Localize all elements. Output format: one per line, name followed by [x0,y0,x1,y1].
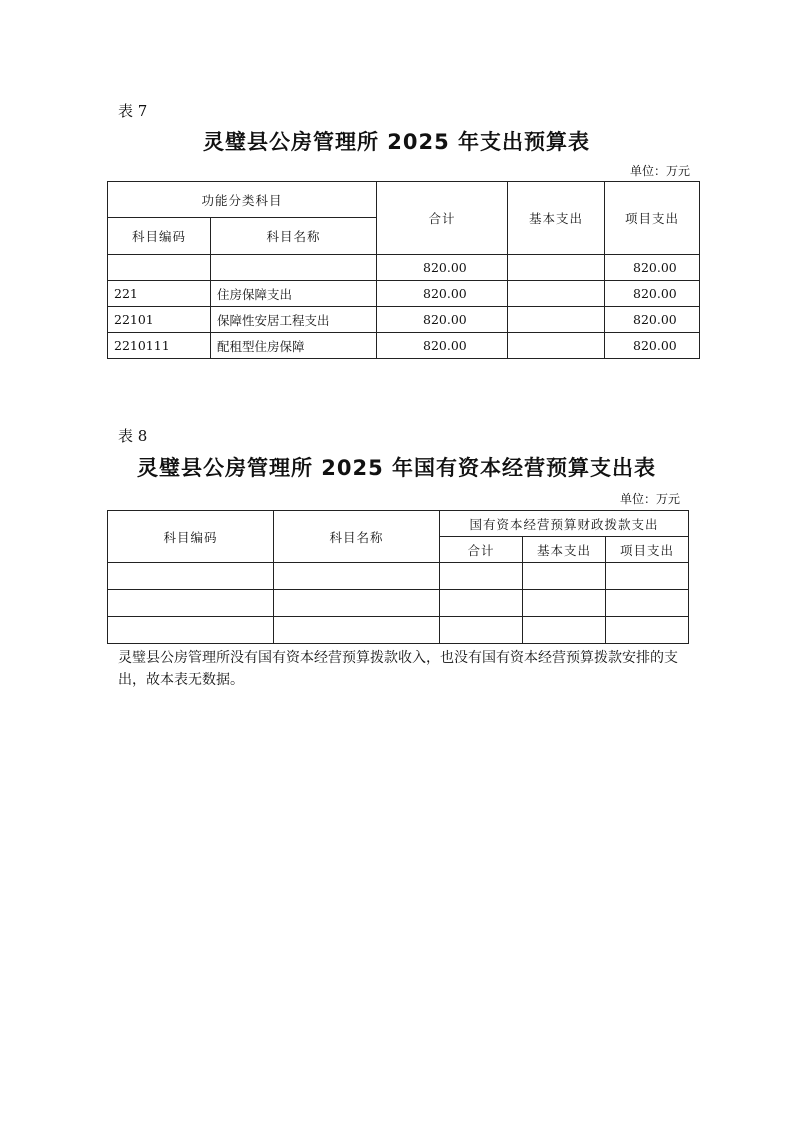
table7-header-name: 科目名称 [211,218,377,255]
table-row [108,333,700,359]
table7-title: 灵璧县公房管理所 2025 年支出预算表 [202,130,591,154]
table8-note: 灵璧县公房管理所没有国有资本经营预算拨款收入，也没有国有资本经营预算拨款安排的支出，故本表无数据。 [118,650,678,688]
table8-cell-code [108,617,274,644]
table7-cell-name: 配租型住房保障 [211,333,377,359]
table8-header-basic: 基本支出 [523,537,606,563]
table7-cell-name: 保障性安居工程支出 [211,307,377,333]
table8-label: 表 8 [118,427,148,445]
table8-cell-code [108,590,274,617]
table8-cell-name [274,563,440,590]
table8-unit: 单位：万元 [619,492,680,506]
table8-header-total: 合计 [440,537,523,563]
table7-header-total: 合计 [377,182,508,255]
table7-label: 表 7 [118,102,148,120]
table8-cell-project [606,590,689,617]
table8-cell-project [606,617,689,644]
table7-header-group: 功能分类科目 [108,182,377,218]
table7-cell-code: 221 [108,281,211,307]
table7-cell-total: 820.00 [377,255,508,281]
table7-cell-code [108,255,211,281]
table8-cell-total [440,563,523,590]
table8-header-name: 科目名称 [274,511,440,563]
table8-cell-code [108,563,274,590]
table8-title: 灵璧县公房管理所 2025 年国有资本经营预算支出表 [136,456,657,480]
table-row [108,563,689,590]
table8-header-group: 国有资本经营预算财政拨款支出 [440,511,689,537]
table8-cell-basic [523,563,606,590]
table7-cell-total: 820.00 [377,333,508,359]
table7-cell-project: 820.00 [605,333,700,359]
table8-cell-total [440,590,523,617]
table-row [108,617,689,644]
table7-cell-project: 820.00 [605,255,700,281]
table7-cell-name: 住房保障支出 [211,281,377,307]
table-row [108,590,689,617]
table-row [108,307,700,333]
table7-header-basic: 基本支出 [508,182,605,255]
table7-cell-total: 820.00 [377,281,508,307]
table7-cell-basic [508,281,605,307]
table7-cell-name [211,255,377,281]
table-row [108,281,700,307]
table8-header-project: 项目支出 [606,537,689,563]
table8-header-code: 科目编码 [108,511,274,563]
table7-header-code: 科目编码 [108,218,211,255]
table7-cell-basic [508,333,605,359]
table8-cell-total [440,617,523,644]
table7-cell-code: 22101 [108,307,211,333]
table8-cell-project [606,563,689,590]
table7-cell-basic [508,255,605,281]
table8 [107,510,689,644]
table8-cell-basic [523,617,606,644]
table7-cell-code: 2210111 [108,333,211,359]
table8-cell-name [274,617,440,644]
table7 [107,181,700,359]
table-row [108,255,700,281]
table7-cell-project: 820.00 [605,281,700,307]
table7-cell-total: 820.00 [377,307,508,333]
table7-cell-basic [508,307,605,333]
table7-header-project: 项目支出 [605,182,700,255]
table7-cell-project: 820.00 [605,307,700,333]
table8-cell-name [274,590,440,617]
table7-unit: 单位：万元 [629,164,690,178]
table8-cell-basic [523,590,606,617]
